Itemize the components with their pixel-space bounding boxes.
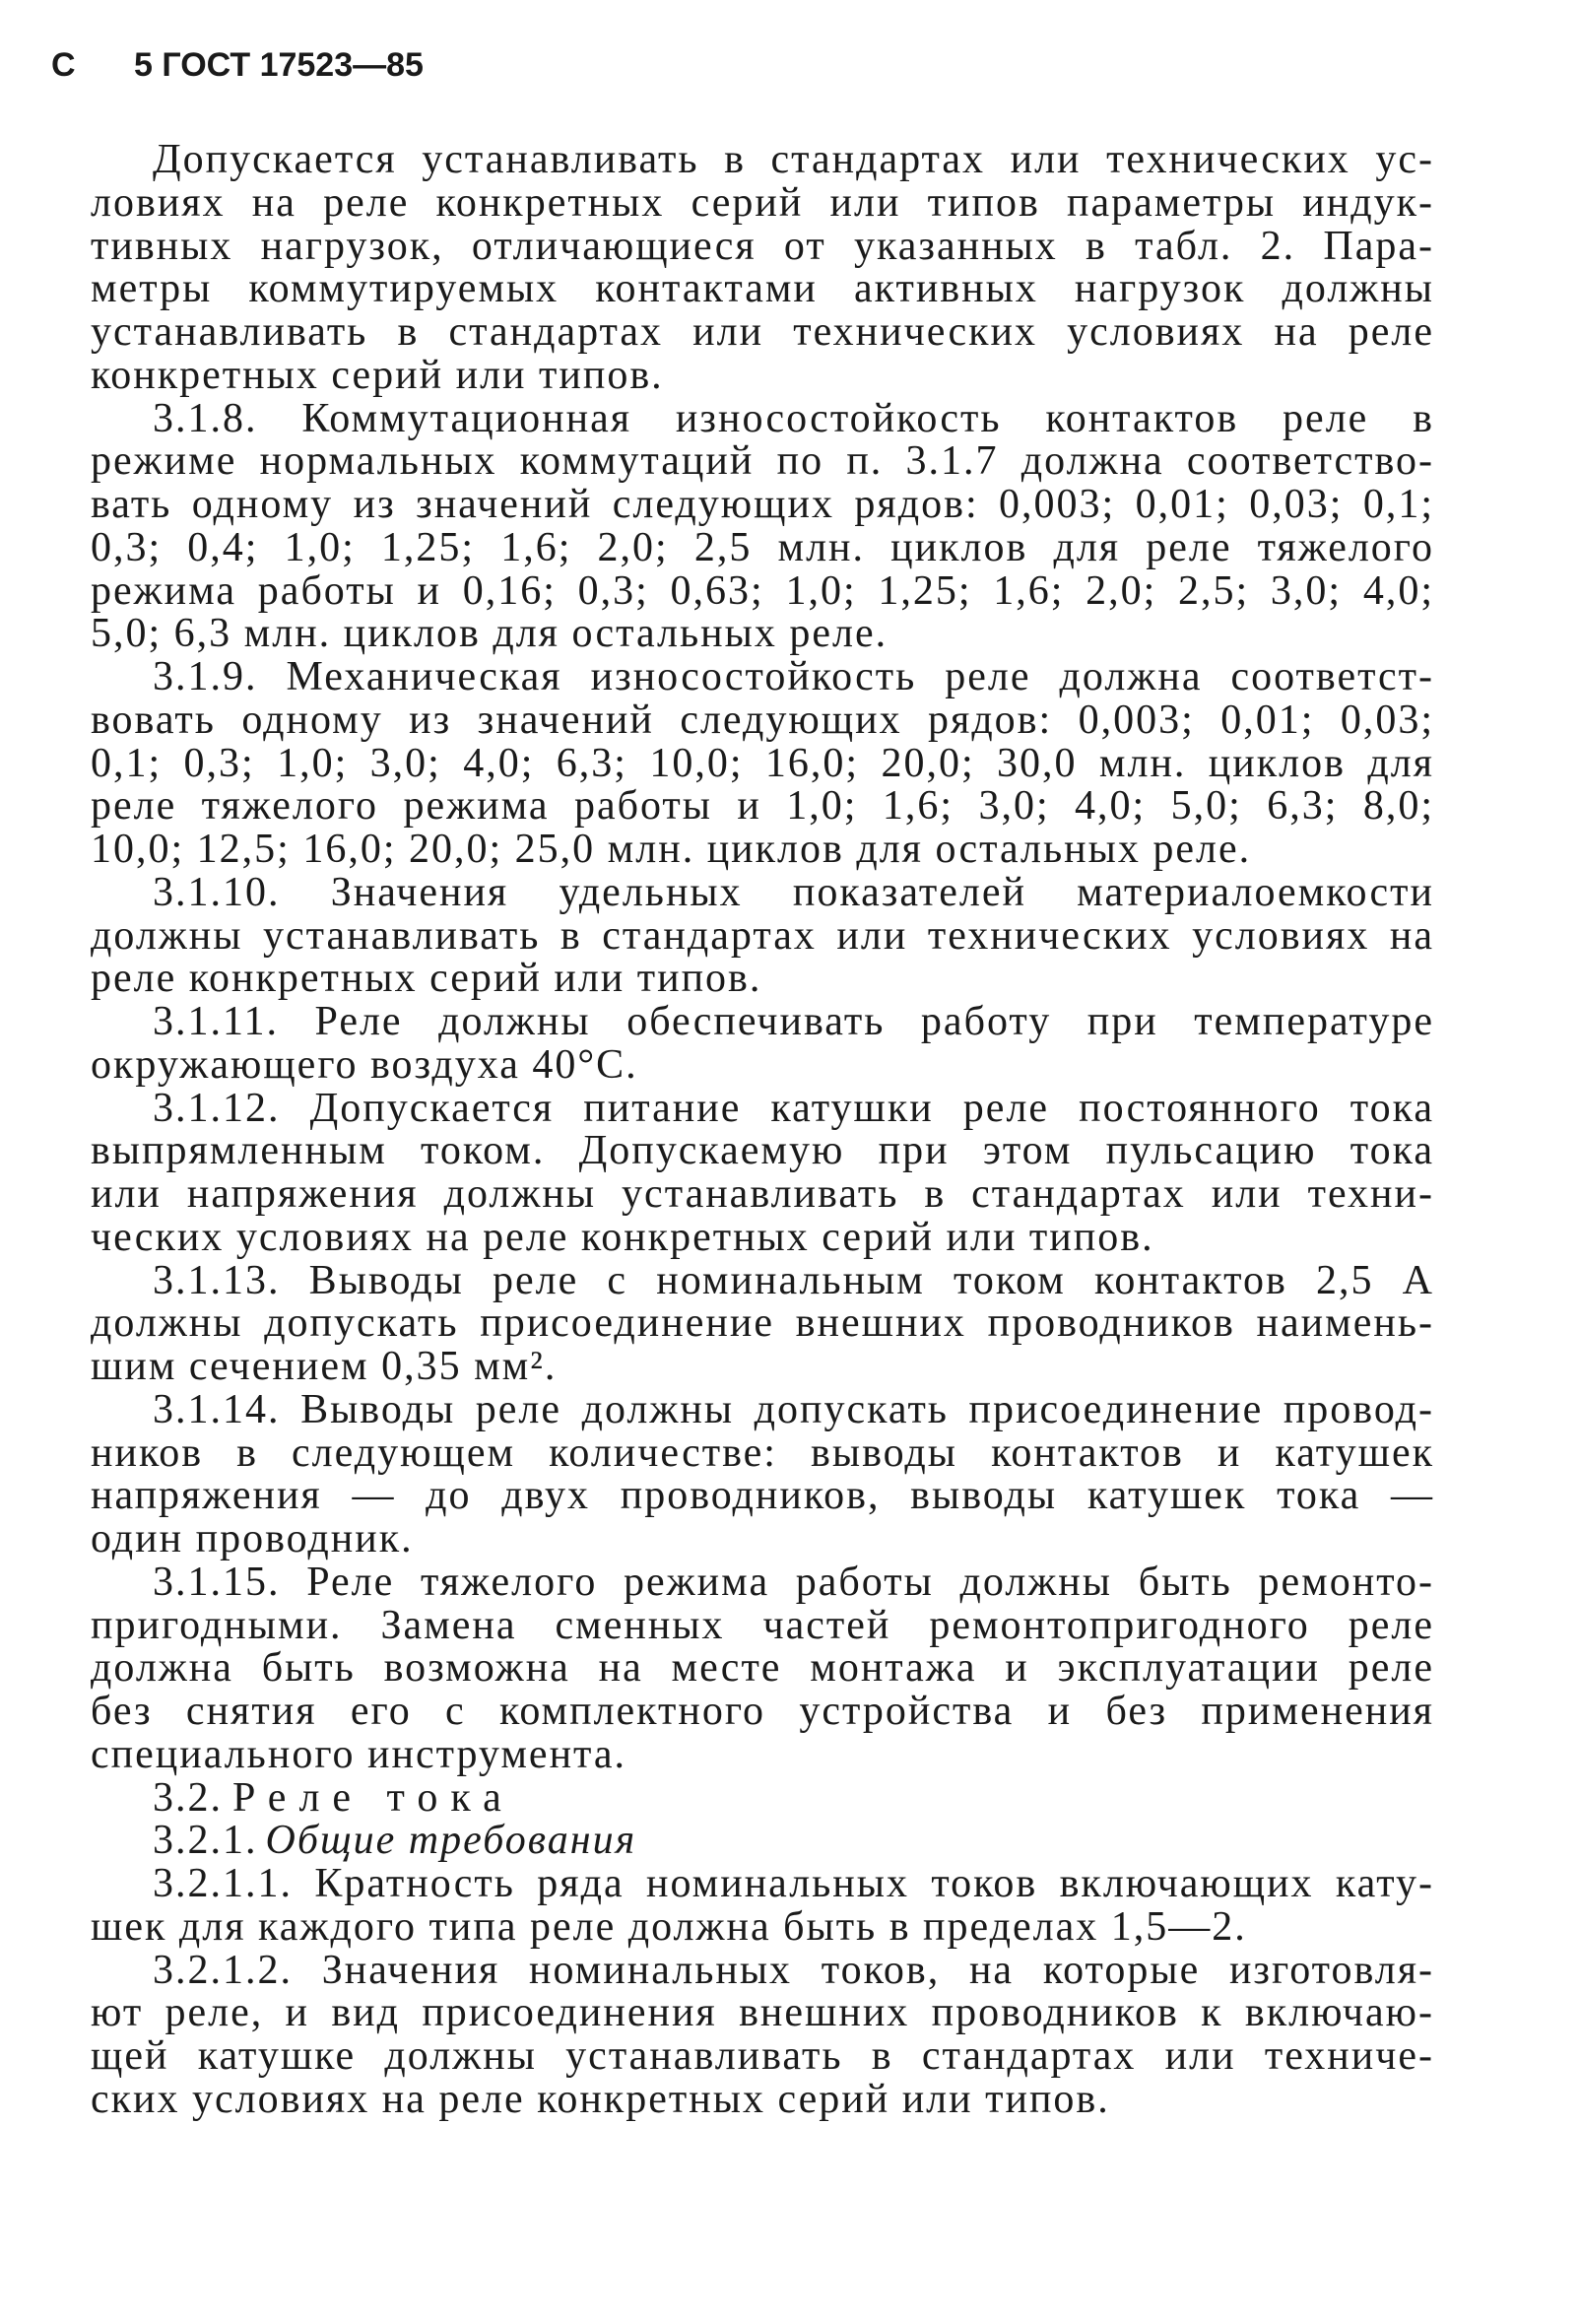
paragraph-line: один проводник.	[91, 1516, 414, 1561]
paragraph-line: щей катушке должны устанавливать в стандартах или техниче-	[91, 2033, 1434, 2079]
paragraph-line: 3.1.15. Реле тяжелого режима работы должны быть ремонто-	[153, 1559, 1434, 1605]
paragraph-3-1-8	[91, 395, 1434, 657]
paragraph-line: 3.1.14. Выводы реле должны допускать присоединение провод-	[153, 1386, 1434, 1432]
paragraph-line: 3.1.9. Механическая износостойкость реле должна соответст-	[153, 654, 1434, 699]
paragraph-line: 0,1; 0,3; 1,0; 3,0; 4,0; 6,3; 10,0; 16,0; 20,0; 30,0 млн. циклов для	[91, 740, 1434, 786]
paragraph-3-1-11	[91, 1001, 1434, 1088]
paragraph-intro	[91, 139, 1434, 398]
paragraph-3-1-9	[91, 656, 1434, 872]
paragraph-line: режима работы и 0,16; 0,3; 0,63; 1,0; 1,25; 1,6; 2,0; 2,5; 3,0; 4,0;	[91, 567, 1434, 614]
paragraph-line: или напряжения должны устанавливать в стандартах или техни-	[91, 1171, 1434, 1217]
page-number: С 5	[51, 46, 153, 84]
paragraph-line: специального инструмента.	[91, 1731, 627, 1777]
paragraph-line: должны допускать присоединение внешних проводников наимень-	[91, 1300, 1434, 1347]
section-heading	[91, 1774, 1434, 1821]
paragraph-line: конкретных серий или типов.	[91, 352, 664, 398]
paragraph-3-1-10	[91, 869, 1434, 1002]
paragraph-line: 0,3; 0,4; 1,0; 1,25; 1,6; 2,0; 2,5 млн. циклов для реле тяжелого	[91, 524, 1434, 570]
paragraph-line: ческих условиях на реле конкретных серий или типов.	[91, 1214, 1154, 1260]
paragraph-3-1-12	[91, 1085, 1434, 1260]
subsection-title: Общие требования	[265, 1818, 637, 1864]
paragraph-line: 3.2.1.2. Значения номинальных токов, на которые изготовля-	[153, 1947, 1434, 1993]
subsection-heading	[91, 1820, 1434, 1863]
paragraph-line: шим сечением 0,35 мм².	[91, 1344, 558, 1389]
paragraph-3-1-13	[91, 1257, 1434, 1389]
paragraph-line: реле конкретных серий или типов.	[91, 956, 762, 1002]
paragraph-line: должны устанавливать в стандартах или технических условиях на	[91, 912, 1434, 959]
paragraph-line: ловиях на реле конкретных серий или типов параметры индук-	[91, 179, 1434, 226]
paragraph-line: пригодными. Замена сменных частей ремонтопригодного реле	[91, 1602, 1434, 1648]
paragraph-line: тивных нагрузок, отличающиеся от указанных в табл. 2. Пара-	[91, 223, 1434, 269]
paragraph-line: реле тяжелого режима работы и 1,0; 1,6; 3,0; 4,0; 5,0; 6,3; 8,0;	[91, 783, 1434, 830]
paragraph-line: окружающего воздуха 40°С.	[91, 1041, 638, 1088]
paragraph-3-2-1-1	[91, 1863, 1434, 1950]
paragraph-line: 3.1.8. Коммутационная износостойкость контактов реле в	[153, 395, 1434, 441]
paragraph-3-2-1-2	[91, 1947, 1434, 2122]
paragraph-line: ников в следующем количестве: выводы контактов и катушек	[91, 1429, 1434, 1476]
paragraph-line: напряжения — до двух проводников, выводы катушек тока —	[91, 1473, 1434, 1519]
paragraph-line: 3.1.13. Выводы реле с номинальным током контактов 2,5 А	[153, 1257, 1434, 1303]
section-number: 3.2.	[153, 1774, 223, 1821]
document-body	[91, 139, 1434, 2122]
paragraph-line: без снятия его с комплектного устройства и без применения	[91, 1689, 1434, 1734]
paragraph-line: устанавливать в стандартах или технических условиях на реле	[91, 309, 1434, 355]
paragraph-line: метры коммутируемых контактами активных нагрузок должны	[91, 266, 1434, 312]
paragraph-line: 3.2.1.1. Кратность ряда номинальных токов включающих кату-	[153, 1861, 1434, 1906]
standard-designation: ГОСТ 17523—85	[162, 46, 424, 84]
paragraph-3-1-14	[91, 1386, 1434, 1561]
paragraph-line: Допускается устанавливать в стандартах или технических ус-	[153, 137, 1434, 182]
paragraph-line: 3.1.11. Реле должны обеспечивать работу при температуре	[153, 999, 1434, 1044]
paragraph-line: 10,0; 12,5; 16,0; 20,0; 25,0 млн. циклов для остальных реле.	[91, 827, 1252, 872]
paragraph-line: 3.1.12. Допускается питание катушки реле постоянного тока	[153, 1085, 1434, 1131]
subsection-number: 3.2.1.	[153, 1818, 258, 1864]
paragraph-line: должна быть возможна на месте монтажа и эксплуатации реле	[91, 1645, 1434, 1692]
paragraph-3-1-15	[91, 1561, 1434, 1777]
paragraph-line: ских условиях на реле конкретных серий или типов.	[91, 2076, 1110, 2122]
paragraph-line: шек для каждого типа реле должна быть в пределах 1,5—2.	[91, 1903, 1247, 1950]
paragraph-line: 3.1.10. Значения удельных показателей материалоемкости	[153, 869, 1434, 915]
paragraph-line: выпрямленным током. Допускаемую при этом пульсацию тока	[91, 1128, 1434, 1174]
paragraph-line: 5,0; 6,3 млн. циклов для остальных реле.	[91, 611, 889, 657]
section-title: Реле тока	[232, 1774, 514, 1821]
paragraph-line: вовать одному из значений следующих рядов: 0,003; 0,01; 0,03;	[91, 697, 1434, 743]
paragraph-line: вать одному из значений следующих рядов: 0,003; 0,01; 0,03; 0,1;	[91, 482, 1434, 527]
page-header	[51, 48, 424, 82]
paragraph-line: режиме нормальных коммутаций по п. 3.1.7 должна соответство-	[91, 438, 1434, 485]
paragraph-line: ют реле, и вид присоединения внешних проводников к включаю-	[91, 1990, 1434, 2036]
